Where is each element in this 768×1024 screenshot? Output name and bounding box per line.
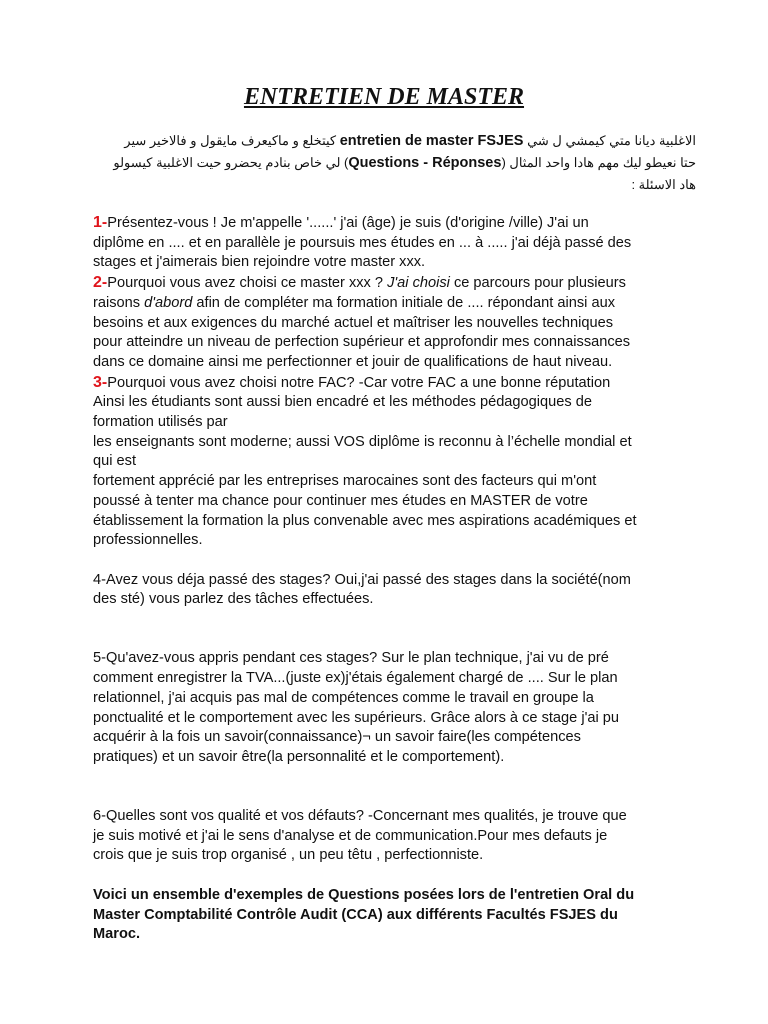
text-segment: acquérir à la fois un savoir(connaissance)¬ un savoir faire(les compétences <box>93 729 581 746</box>
document-title: ENTRETIEN DE MASTER <box>243 84 525 110</box>
text-line <box>93 373 713 394</box>
text-segment: crois que je suis trop organisé , un peu têtu , perfectionniste. <box>93 847 484 864</box>
text-segment: Questions - Réponses <box>348 155 502 171</box>
text-line <box>93 906 713 926</box>
text-segment: pour atteindre un niveau de perfection supérieur et approfondir mes connaissances <box>93 334 631 351</box>
intro-line <box>92 130 696 152</box>
text-line <box>93 728 713 748</box>
text-segment: raisons <box>93 294 145 311</box>
text-line <box>93 273 713 294</box>
text-line <box>93 846 713 866</box>
text-segment: Master Comptabilité Contrôle Audit (CCA) aux différents Facultés FSJES du <box>93 906 618 923</box>
text-segment: professionnelles. <box>93 532 203 549</box>
document-body <box>93 213 713 945</box>
text-segment: dans ce domaine ainsi me perfectionner et jouir de qualifications de haut niveau. <box>93 353 613 370</box>
text-segment: qui est <box>93 453 136 470</box>
question-number: 2- <box>93 274 108 292</box>
text-segment: 6-Quelles sont vos qualité et vos défauts? -Concernant mes qualités, je trouve que <box>93 808 627 825</box>
text-segment: Maroc. <box>93 926 141 943</box>
text-segment: كيتخلع و ماكيعرف مايقول و فالاخير سير <box>124 133 340 148</box>
text-line <box>93 492 713 512</box>
text-line <box>93 413 713 433</box>
text-segment: fortement apprécié par les entreprises marocaines sont des facteurs qui m'ont <box>93 473 597 490</box>
text-segment: d'abord <box>144 294 193 311</box>
paragraph <box>93 273 713 373</box>
text-line <box>93 314 713 334</box>
text-line <box>93 689 713 709</box>
arabic-intro <box>92 130 696 195</box>
text-line <box>93 393 713 413</box>
text-segment: les enseignants sont moderne; aussi VOS diplôme is reconnu à l’échelle mondial et <box>93 433 632 450</box>
text-segment: pratiques) et un savoir être(la personnalité et le comportement). <box>93 748 505 765</box>
text-line <box>93 333 713 353</box>
text-segment: ce parcours pour plusieurs <box>449 275 626 292</box>
text-line <box>93 253 713 273</box>
text-line <box>93 294 713 314</box>
paragraph <box>93 649 713 767</box>
text-line <box>93 433 713 453</box>
text-line <box>93 571 713 591</box>
text-segment: ) لي خاص بنادم يحضرو حيت الاغلبية كيسولو <box>113 155 349 170</box>
text-line <box>93 213 713 234</box>
text-segment: relationnel, j'ai acquis pas mal de compétences comme le travail en groupe la <box>93 689 594 706</box>
text-line <box>93 669 713 689</box>
paragraph <box>93 886 713 945</box>
text-segment: besoins et aux exigences du marché actuel et maîtriser les nouvelles techniques <box>93 314 613 331</box>
text-segment: des sté) vous parlez des tâches effectuées. <box>93 591 374 608</box>
text-segment: entretien de master FSJES <box>339 133 524 149</box>
text-line <box>93 452 713 472</box>
text-line <box>93 531 713 551</box>
text-line <box>93 649 713 669</box>
intro-line <box>92 152 696 174</box>
text-segment: afin de compléter ma formation initiale de .... répondant ainsi aux <box>192 294 615 311</box>
text-line <box>93 807 713 827</box>
text-segment: Voici un ensemble d'exemples de Questions posées lors de l'entretien Oral du <box>93 886 635 903</box>
text-segment: هاد الاسئلة : <box>631 177 696 192</box>
text-segment: Pourquoi vous avez choisi ce master xxx ? <box>107 275 388 292</box>
text-segment: Ainsi les étudiants sont aussi bien encadré et les méthodes pédagogiques de <box>93 394 592 411</box>
text-segment: diplôme en .... et en parallèle je poursuis mes études en ... à ..... j'ai déjà passé des <box>93 234 632 251</box>
text-segment: établissement la formation la plus convenable avec mes aspirations académiques et <box>93 512 637 529</box>
text-line <box>93 472 713 492</box>
text-segment: J'ai choisi <box>387 275 450 292</box>
text-segment: je suis motivé et j'ai le sens d'analyse et de communication.Pour mes defauts je <box>93 827 608 844</box>
text-segment: 4-Avez vous déja passé des stages? Oui,j'ai passé des stages dans la société(nom <box>93 571 631 588</box>
paragraph <box>93 213 713 273</box>
text-segment: الاغلبية ديانا متي كيمشي ل شي <box>523 133 696 148</box>
question-number: 3- <box>93 373 108 391</box>
paragraph <box>93 807 713 866</box>
text-segment: ponctualité et le comportement avec les supérieurs. Grâce alors à ce stage j'ai pu <box>93 709 620 726</box>
text-segment: poussé à tenter ma chance pour continuer mes études en MASTER de votre <box>93 492 588 509</box>
paragraph <box>93 571 713 610</box>
text-segment: comment enregistrer la TVA...(juste ex)j'étais également chargé de .... Sur le plan <box>93 670 618 687</box>
paragraph <box>93 373 713 551</box>
text-line <box>93 590 713 610</box>
text-line <box>93 886 713 906</box>
text-line <box>93 748 713 768</box>
text-segment: 5-Qu'avez-vous appris pendant ces stages? Sur le plan technique, j'ai vu de pré <box>93 650 609 667</box>
text-segment: Présentez-vous ! Je m'appelle '......' j'ai (âge) je suis (d'origine /ville) J'ai un <box>107 215 589 231</box>
text-line <box>93 234 713 254</box>
question-number: 1- <box>93 214 108 231</box>
text-segment: formation utilisés par <box>93 414 228 431</box>
text-line <box>93 709 713 729</box>
text-line <box>93 827 713 847</box>
text-line <box>93 925 713 945</box>
intro-line <box>92 174 696 195</box>
text-segment: حتا نعيطو ليك مهم هادا واحد المثال ( <box>501 155 696 170</box>
text-segment: Pourquoi vous avez choisi notre FAC? -Car votre FAC a une bonne réputation <box>107 374 611 391</box>
text-line <box>93 512 713 532</box>
text-line <box>93 353 713 373</box>
text-segment: stages et j'aimerais bien rejoindre votre master xxx. <box>93 254 426 271</box>
